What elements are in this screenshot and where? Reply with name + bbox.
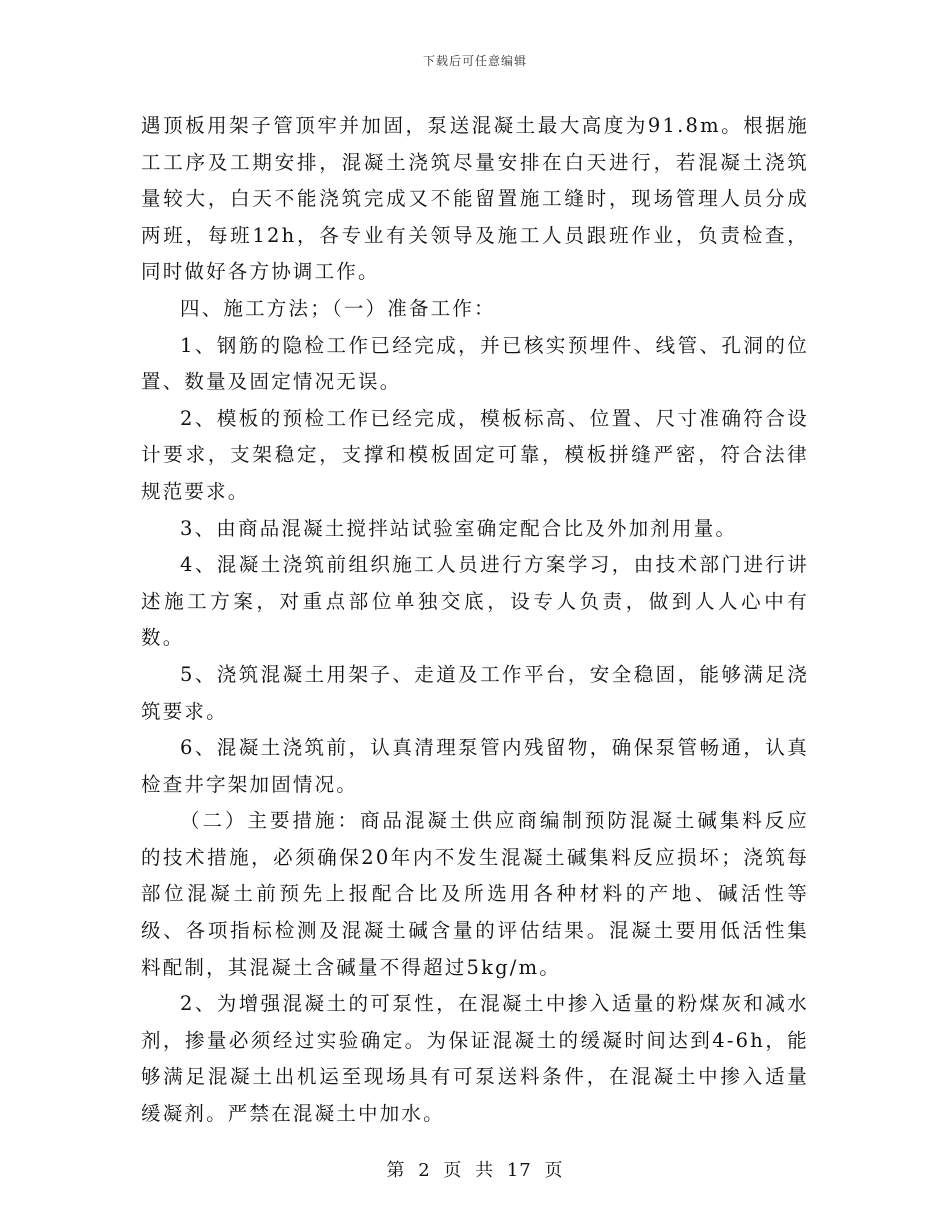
page-header: 下载后可任意编辑 bbox=[422, 54, 527, 68]
document-body bbox=[141, 108, 809, 1133]
paragraph-5: 3、由商品混凝土搅拌站试验室确定配合比及外加剂用量。 bbox=[180, 516, 738, 540]
paragraph-4: 2、模板的预检工作已经完成，模板标高、位置、尺寸准确符合设计要求，支架稳定，支撑和模板固定可靠，模板拼缝严密，符合法律规范要求。 bbox=[141, 406, 809, 503]
paragraph-8: 6、混凝土浇筑前，认真清理泵管内残留物，确保泵管畅通，认真检查井字架加固情况。 bbox=[141, 736, 809, 796]
paragraph-6: 4、混凝土浇筑前组织施工人员进行方案学习，由技术部门进行讲述施工方案，对重点部位单独交底，设专人负责，做到人人心中有数。 bbox=[141, 553, 809, 650]
paragraph-10: 2、为增强混凝土的可泵性，在混凝土中掺入适量的粉煤灰和减水剂，掺量必须经过实验确定。为保证混凝土的缓凝时间达到4-6h，能够满足混凝土出机运至现场具有可泵送料条件，在混凝土中掺入适量缓凝剂。严禁在混凝土中加水。 bbox=[141, 992, 809, 1126]
paragraph-9: （二）主要措施：商品混凝土供应商编制预防混凝土碱集料反应的技术措施，必须确保20年内不发生混凝土碱集料反应损坏；浇筑每部位混凝土前预先上报配合比及所选用各种材料的产地、碱活性等级、各项指标检测及混凝土碱含量的评估结果。混凝土要用低活性集料配制，其混凝土含碱量不得超过5kg/m。 bbox=[141, 809, 809, 979]
paragraph-2: 四、施工方法；（一）准备工作： bbox=[180, 296, 496, 320]
paragraph-7: 5、浇筑混凝土用架子、走道及工作平台，安全稳固，能够满足浇筑要求。 bbox=[141, 662, 809, 723]
page-footer: 第 2 页 共 17 页 bbox=[386, 1160, 564, 1181]
paragraph-1: 遇顶板用架子管顶牢并加固，泵送混凝土最大高度为91.8m。根据施工工序及工期安排，混凝土浇筑尽量安排在白天进行，若混凝土浇筑量较大，白天不能浇筑完成又不能留置施工缝时，现场管理人员分成两班，每班12h，各专业有关领导及施工人员跟班作业，负责检查，同时做好各方协调工作。 bbox=[141, 114, 809, 284]
paragraph-3: 1、钢筋的隐检工作已经完成，并已核实预埋件、线管、孔洞的位置、数量及固定情况无误。 bbox=[141, 333, 809, 394]
